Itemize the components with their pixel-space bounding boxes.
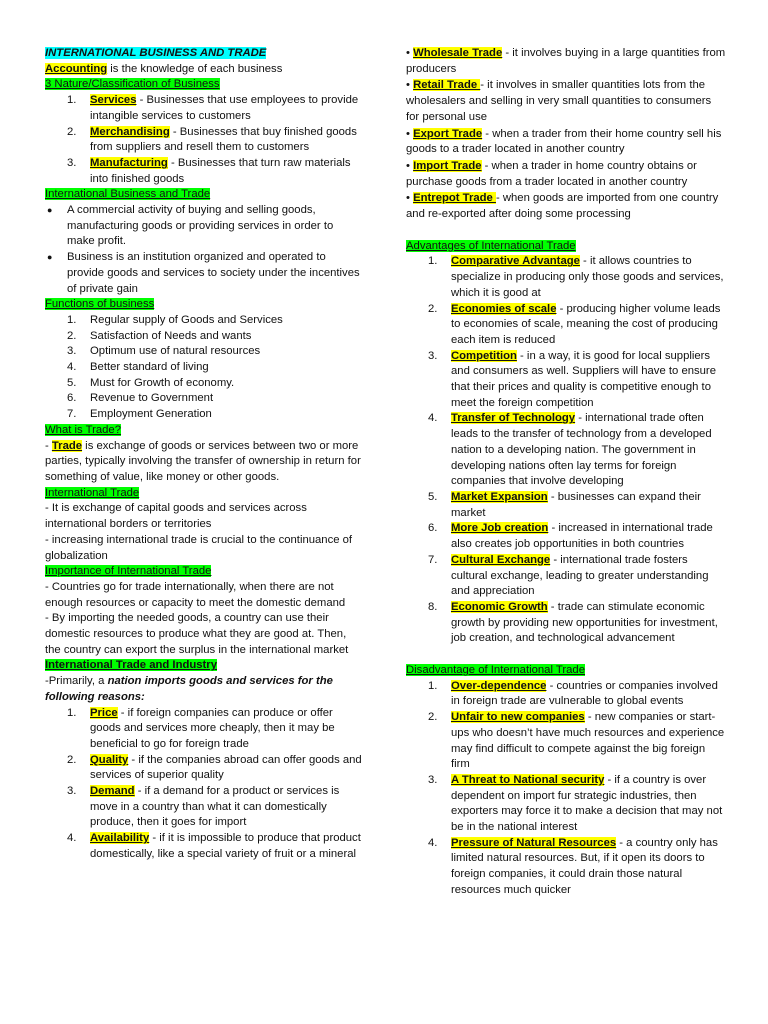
list-item: 7. Employment Generation [67, 408, 212, 421]
list-item: 4. Pressure of Natural Resources - a country only has limited natural resources. But, if it open its doors to foreign companies, it could drain those natural resources much quicker [428, 836, 718, 896]
ibt-heading: International Business and Trade [45, 188, 211, 201]
bullet-icon: ● [47, 252, 53, 263]
nature-list [45, 93, 363, 187]
list-item: 1. Regular supply of Goods and Services [67, 313, 283, 326]
list-item: 1. Services - Businesses that use employees to provide intangible services to customers [67, 94, 359, 122]
bullet-item: ● A commercial activity of buying and selling goods, manufacturing goods or providing services in order to make profit. [47, 204, 334, 248]
list-item: 2. Economies of scale - producing higher volume leads to economies of scale, meaning the cost of producing each item is reduced [428, 302, 721, 346]
accounting-line: Accounting is the knowledge of each business [45, 62, 283, 75]
list-item: 7. Cultural Exchange - international trade fosters cultural exchange, leading to greater understanding and appreciation [428, 553, 709, 598]
functions-list [45, 313, 363, 423]
bullet-item: ● Business is an institution organized and operated to provide goods and services to society under the incentives of private gain [47, 251, 360, 295]
list-item: 1. Price - if foreign companies can produce or offer goods and services more cheaply, then it may be beneficial to go for foreign trade [67, 706, 335, 750]
trade-type: • Retail Trade - it involves in smaller quantities lots from the wholesalers and selling in very small quantities to consumers for personal use [406, 79, 712, 123]
list-item: 6. Revenue to Government [67, 392, 214, 405]
importance-line: - By importing the needed goods, a country can use their domestic resources to produce what they are good at. Then, the country can export the surplus in the international market [45, 612, 349, 656]
intl-line: - increasing international trade is crucial to the continuance of globalization [45, 533, 353, 562]
list-item: 5. Must for Growth of economy. [67, 376, 235, 389]
advantages-list [406, 254, 726, 647]
list-item: 3. Optimum use of natural resources [67, 345, 261, 358]
nature-heading: 3 Nature/Classification of Business [45, 78, 220, 91]
bullet-icon: • [406, 192, 414, 205]
left-column [45, 46, 363, 863]
list-item: 4. Better standard of living [67, 361, 209, 374]
list-item: 3. Manufacturing - Businesses that turn raw materials into finished goods [67, 156, 351, 185]
list-item: 4. Availability - if it is impossible to produce that product domestically, like a special variety of fruit or a mineral [67, 832, 361, 860]
document-title: INTERNATIONAL BUSINESS AND TRADE [45, 47, 267, 59]
list-item: 6. More Job creation - increased in international trade also creates job opportunities in both countries [428, 522, 713, 551]
industry-intro: -Primarily, a nation imports goods and services for the following reasons: [45, 675, 333, 703]
intl-heading: International Trade [45, 486, 140, 499]
list-item: 2. Unfair to new companies - new companies or start-ups who doesn’t have much resources and experience may find difficult to compete against the big foreign firm [428, 711, 725, 771]
advantages-heading: Advantages of International Trade [406, 239, 576, 252]
list-item: 4. Transfer of Technology - international trade often leads to the transfer of technology from a developed nation to a developing nation. The government in developing nations often lay terms for foreign companies that involve developing [428, 412, 712, 488]
list-item: 3. A Threat to National security - if a country is over dependent on import fur strategic industries, then exporters may force it to make a decision that may not be in the national interest [428, 773, 723, 834]
list-item: 3. Competition - in a way, it is good for local suppliers and consumers as well. Suppliers will have to ensure that their prices and quality is competitive enough to meet the foreign competition [428, 349, 716, 409]
list-item: 2. Quality - if the companies abroad can offer goods and services of superior quality [67, 753, 362, 782]
list-item: 5. Market Expansion - businesses can expand their market [428, 490, 701, 519]
list-item: 2. Merchandising - Businesses that buy finished goods from suppliers and resell them to customers [67, 125, 357, 154]
trade-type: • Entrepot Trade - when goods are imported from one country and re-exported after doing some processing [406, 192, 719, 221]
list-item: 1. Comparative Advantage - it allows countries to specialize in producing only those goods and services, which it is good at [428, 255, 724, 299]
bullet-icon: • [406, 79, 414, 92]
bullet-icon: • [406, 47, 414, 59]
importance-heading: Importance of International Trade [45, 565, 212, 578]
what-paragraph: - Trade is exchange of goods or services between two or more parties, typically involving the transfer of ownership in return for something of value, like money or other goods. [45, 439, 361, 483]
list-item: 1. Over-dependence - countries or companies involved in foreign trade are vulnerable to global events [428, 679, 718, 708]
intl-line: - It is exchange of capital goods and services across international borders or territories [45, 502, 307, 531]
disadvantage-list [406, 679, 726, 899]
industry-list [45, 706, 363, 863]
trade-type: • Import Trade - when a trader in home country obtains or purchase goods from a trader located in another country [406, 159, 697, 188]
functions-heading: Functions of business [45, 298, 155, 311]
right-column [406, 46, 726, 899]
trade-type: • Export Trade - when a trader from their home country sell his goods to a trader located in another country [406, 127, 722, 156]
trade-type: • Wholesale Trade - it involves buying in a large quantities from producers [406, 47, 726, 75]
bullet-icon: • [406, 159, 414, 172]
disadvantage-heading: Disadvantage of International Trade [406, 664, 585, 677]
list-item: 2. Satisfaction of Needs and wants [67, 329, 252, 342]
list-item: 8. Economic Growth - trade can stimulate economic growth by providing new opportunities for investment, job creation, and technological advancement [428, 600, 718, 645]
ibt-bullets [45, 203, 363, 297]
list-item: 3. Demand - if a demand for a product or services is move in a country than what it can domestically produce, then it goes for import [67, 785, 340, 829]
what-heading: What is Trade? [45, 423, 121, 436]
bullet-icon: ● [47, 205, 53, 216]
industry-heading: International Trade and Industry [45, 659, 217, 672]
bullet-icon: • [406, 127, 414, 140]
importance-line: - Countries go for trade internationally, when there are not enough resources or capacity to meet the domestic demand [45, 580, 346, 609]
